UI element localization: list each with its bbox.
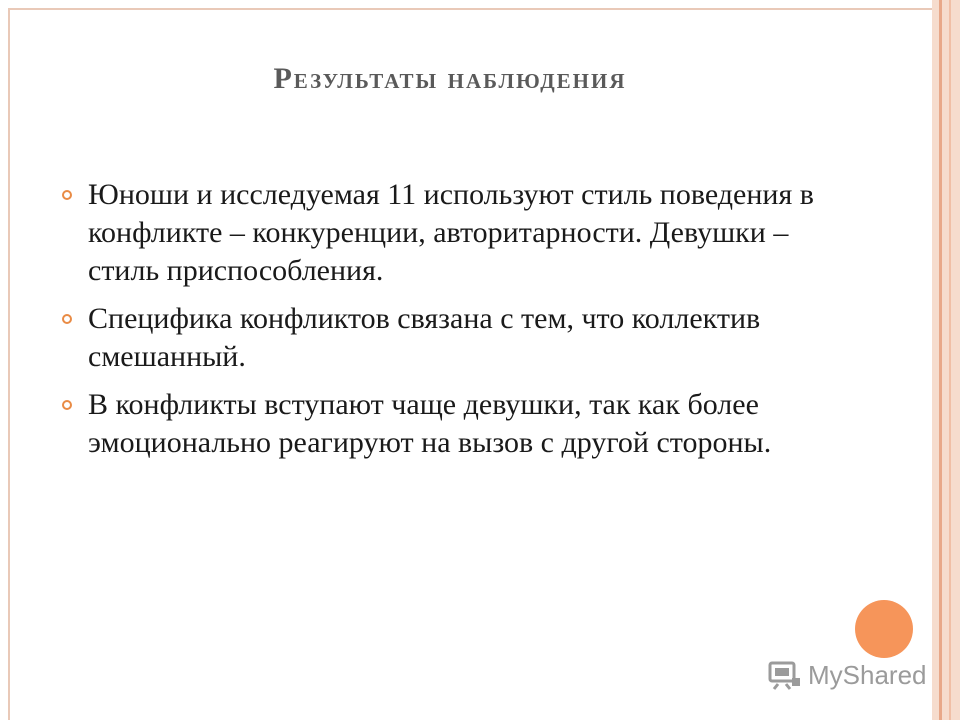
bullet-text: В конфликты вступают чаще девушки, так как более эмоционально реагируют на вызов с другой стороны.: [88, 388, 772, 459]
bullet-item: [62, 300, 832, 376]
bullet-item: [62, 386, 832, 462]
bullet-text: Специфика конфликтов связана с тем, что коллектив смешанный.: [88, 302, 761, 373]
myshared-watermark: [768, 658, 927, 692]
bullet-item: [62, 176, 832, 290]
slide-title: Результаты наблюдения: [273, 62, 627, 95]
bullet-text: Юноши и исследуемая 11 используют стиль поведения в конфликте – конкуренции, авторитарности. Девушки – стиль приспособления.: [88, 178, 814, 287]
bullet-list: [62, 176, 832, 472]
right-decor-band: [932, 0, 960, 720]
bullet-circle-icon: [62, 400, 72, 410]
myshared-logo-icon: [768, 660, 802, 690]
bullet-circle-icon: [62, 314, 72, 324]
right-decor-stripe: [949, 0, 951, 720]
watermark-label: MyShared: [808, 659, 927, 690]
right-decor-stripe: [939, 0, 942, 720]
decor-orange-circle: [855, 600, 913, 658]
bullet-circle-icon: [62, 190, 72, 200]
